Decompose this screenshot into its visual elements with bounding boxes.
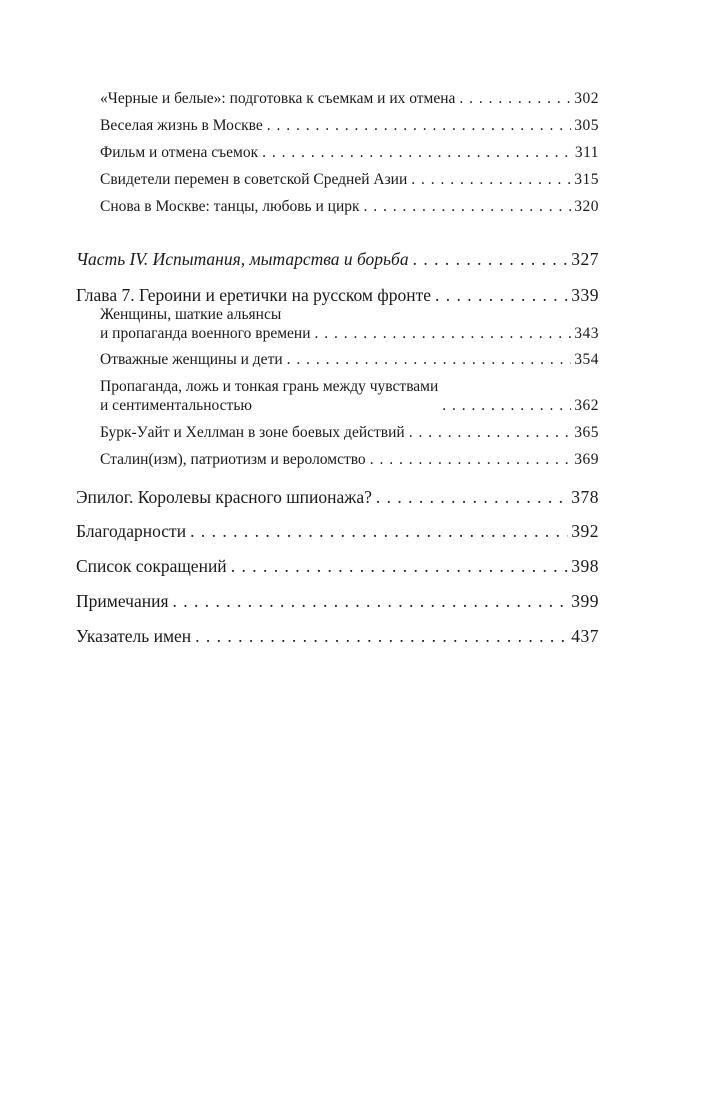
toc-entry-page: 339: [571, 285, 599, 305]
toc-entry-title-line: Женщины, шаткие альянсы: [100, 306, 282, 323]
toc-entry-title: Благодарности: [76, 521, 187, 541]
dot-leader: [190, 521, 568, 542]
dot-leader: [195, 626, 568, 647]
toc-entry-title: «Черные и белые»: подготовка к съемкам и их отмена: [100, 90, 456, 107]
dot-leader: [370, 451, 572, 470]
toc-entry: [100, 144, 599, 163]
toc-entry: [100, 90, 599, 109]
dot-leader: [262, 144, 572, 163]
dot-leader: [413, 249, 569, 270]
toc-chapter-entry: [76, 487, 599, 508]
dot-leader: [376, 487, 568, 508]
toc-entry-title: Список сокращений: [76, 556, 227, 576]
toc-entry-title: [100, 378, 438, 416]
toc-entry-title-line: и сентиментальностью: [100, 396, 252, 414]
toc-entry: [100, 171, 599, 190]
toc-entry-title: Часть IV. Испытания, мытарства и борьба: [76, 249, 409, 269]
toc-entry-title: Эпилог. Королевы красного шпионажа?: [76, 487, 372, 507]
toc-entry-title: Отважные женщины и дети: [100, 351, 283, 368]
dot-leader: [411, 171, 571, 190]
toc-entry-title: Снова в Москве: танцы, любовь и цирк: [100, 198, 360, 215]
toc-entry-page: 362: [574, 396, 599, 414]
toc-entry-page: 315: [574, 171, 599, 188]
toc-entry-title-line: Пропаганда, ложь и тонкая грань между чувствами: [100, 378, 439, 395]
toc-entry-title: Бурк-Уайт и Хеллман в зоне боевых действий: [100, 424, 405, 441]
toc-entry-title: Глава 7. Героини и еретички на русском фронте: [76, 285, 431, 305]
toc-entry-title: Свидетели перемен в советской Средней Азии: [100, 171, 408, 188]
dot-leader: [287, 351, 572, 370]
toc-entry-page: 378: [571, 487, 599, 507]
toc-entry-title: Фильм и отмена съемок: [100, 144, 259, 161]
toc-entry-title: Примечания: [76, 591, 169, 611]
toc-entry-page: 327: [571, 249, 599, 269]
toc-entry-page: 343: [574, 324, 599, 342]
toc-entry-page: 437: [571, 626, 599, 646]
toc-entry-title-line: и пропаганда военного времени: [100, 324, 311, 342]
toc-entry-page: 302: [574, 90, 599, 107]
toc-entry: [100, 198, 599, 217]
toc-chapter-entry: [76, 591, 599, 612]
toc-entry-page: 365: [574, 424, 599, 441]
dot-leader: [231, 556, 569, 577]
toc-entry-page: 305: [574, 117, 599, 134]
dot-leader: [364, 198, 572, 217]
toc-entry-title: Веселая жизнь в Москве: [100, 117, 263, 134]
toc-entry: [100, 306, 599, 344]
toc-entry: [100, 451, 599, 470]
dot-leader: [409, 424, 572, 443]
toc-entry-page: 399: [571, 591, 599, 611]
dot-leader: [173, 591, 569, 612]
toc-entry-page: 311: [574, 144, 599, 161]
toc-entry-page: 392: [571, 521, 599, 541]
toc-entry-page: 398: [571, 556, 599, 576]
toc-chapter-entry: [76, 521, 599, 542]
toc-chapter-entry: [76, 626, 599, 647]
toc-entry-page: 369: [574, 451, 599, 468]
toc-part-entry: [76, 249, 599, 270]
toc-entry-title: Сталин(изм), патриотизм и вероломство: [100, 451, 366, 468]
toc-entry-title: [100, 306, 311, 344]
toc-entry: [100, 424, 599, 443]
toc-chapter-entry: [76, 556, 599, 577]
dot-leader: [315, 325, 572, 344]
toc-entry-title: Указатель имен: [76, 626, 192, 646]
toc-entry-page: 320: [574, 198, 599, 215]
dot-leader: [267, 117, 571, 136]
dot-leader: [435, 285, 568, 306]
toc-entry-page: 354: [574, 351, 599, 368]
dot-leader: [442, 397, 571, 416]
toc-entry: [100, 378, 599, 416]
dot-leader: [459, 90, 571, 109]
toc-entry: [100, 351, 599, 370]
toc-entry: [100, 117, 599, 136]
toc-chapter-entry: [76, 285, 599, 306]
